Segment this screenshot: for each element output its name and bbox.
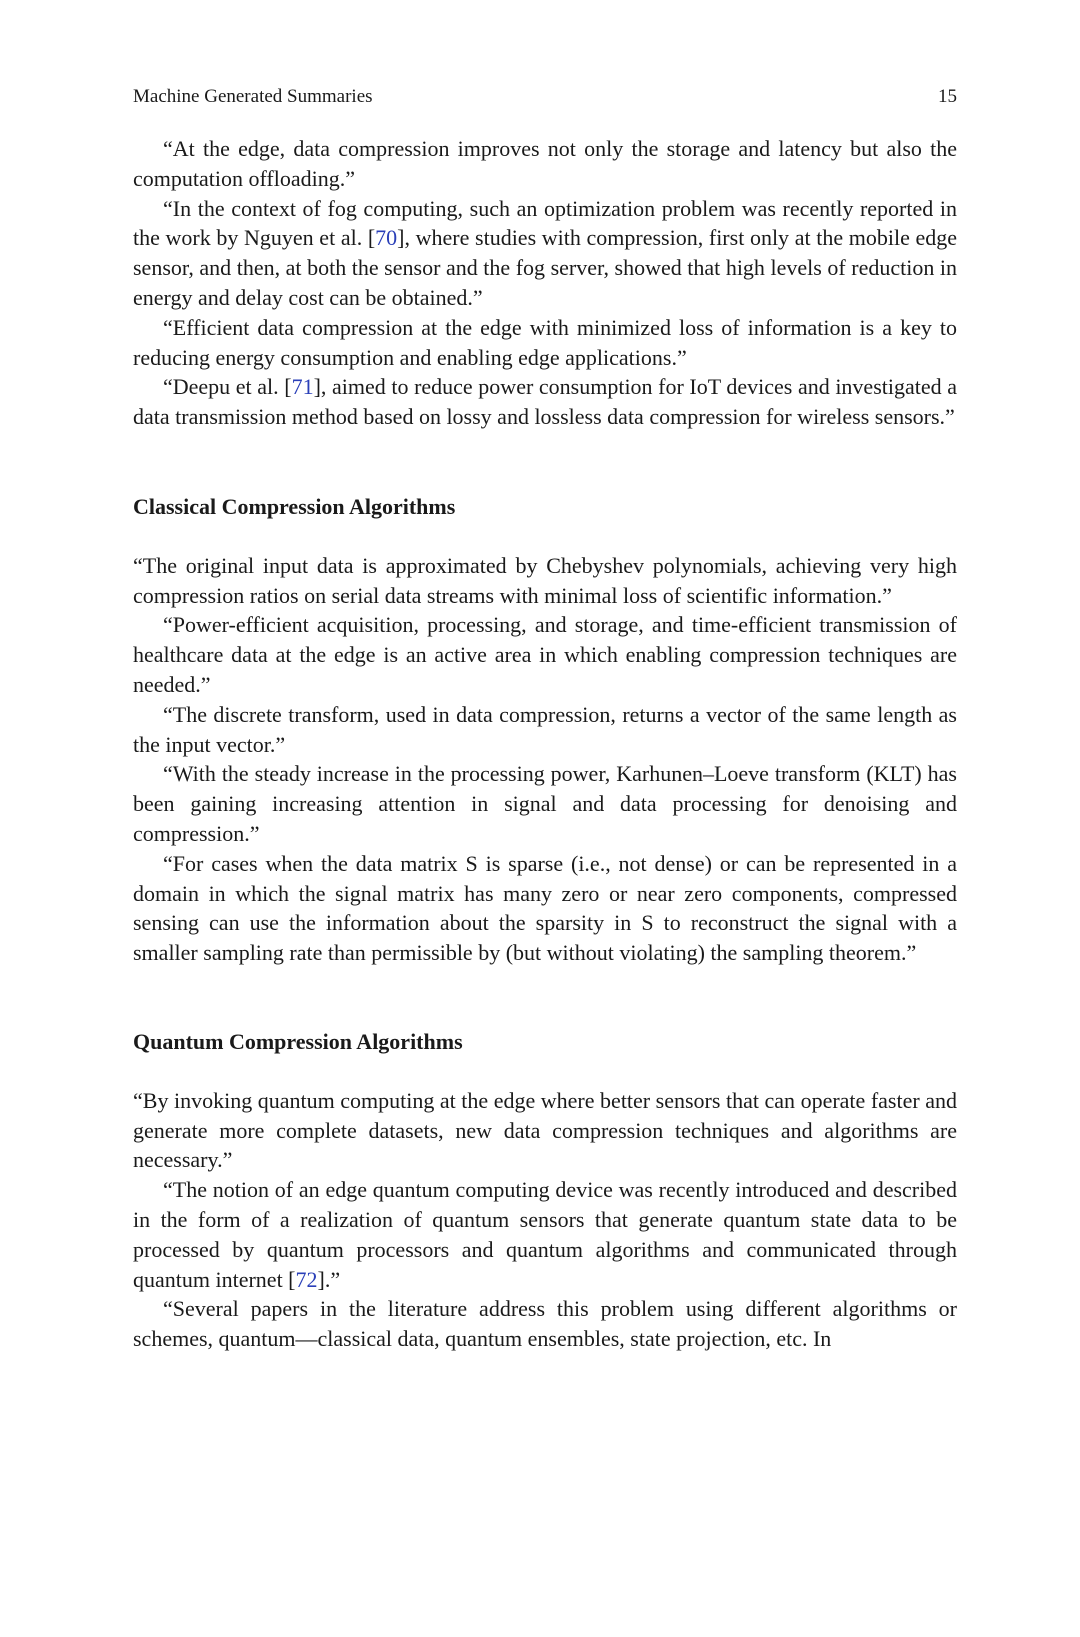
classical-section <box>133 492 957 968</box>
paragraph-text: ].” <box>317 1266 341 1292</box>
paragraph: “Power-efficient acquisition, processing, and storage, and time-efficient transmission of healthcare data at the edge is an active area in which enabling compression techniques are needed.” <box>133 612 957 697</box>
paragraph-text: “The notion of an edge quantum computing device was recently introduced and described in the form of a realization of quantum sensors that generate quantum state data to be processed by quantum processors and quantum algorithms and communicated through quantum internet [ <box>133 1177 957 1292</box>
citation-link-70[interactable]: 70 <box>375 225 398 251</box>
paragraph: “The original input data is approximated by Chebyshev polynomials, achieving very high compression ratios on serial data streams with minimal loss of scientific information.” <box>133 552 957 608</box>
quantum-section <box>133 1027 957 1354</box>
section-heading: Classical Compression Algorithms <box>133 493 456 519</box>
intro-section <box>133 134 957 432</box>
paragraph-text: ], where studies with compression, first only at the mobile edge sensor, and then, at both the sensor and the fog server, showed that high levels of reduction in energy and delay cost can be obtained.” <box>133 225 958 310</box>
citation-link-71[interactable]: 71 <box>291 374 314 400</box>
paragraph <box>133 194 957 313</box>
running-header <box>133 84 957 110</box>
paragraph: “For cases when the data matrix S is sparse (i.e., not dense) or can be represented in a domain in which the signal matrix has many zero or near zero components, compressed sensing can use the information about the sparsity in S to reconstruct the signal with a smaller sampling rate than permissible by (but without violating) the sampling theorem.” <box>133 850 957 966</box>
paragraph-text: “Deepu et al. [ <box>163 374 292 400</box>
running-title: Machine Generated Summaries <box>133 86 373 107</box>
page-number: 15 <box>938 86 957 107</box>
paragraph <box>133 1175 957 1294</box>
paragraph-text: ], aimed to reduce power consumption for IoT devices and investigated a data transmission method based on lossy and lossless data compression for wireless sensors.” <box>133 374 957 430</box>
paragraph: “With the steady increase in the processing power, Karhunen–Loeve transform (KLT) has been gaining increasing attention in signal and data processing for denoising and compression.” <box>133 761 957 846</box>
paragraph: “Efficient data compression at the edge with minimized loss of information is a key to reducing energy consumption and enabling edge applications.” <box>133 314 957 370</box>
paragraph <box>133 372 957 432</box>
paragraph: “By invoking quantum computing at the edge where better sensors that can operate faster and generate more complete datasets, new data compression techniques and algorithms are necessary.” <box>133 1087 957 1173</box>
section-heading: Quantum Compression Algorithms <box>133 1028 463 1054</box>
paragraph: “The discrete transform, used in data compression, returns a vector of the same length as the input vector.” <box>133 701 957 757</box>
paragraph: “At the edge, data compression improves not only the storage and latency but also the computation offloading.” <box>133 136 957 191</box>
paragraph-text: “In the context of fog computing, such an optimization problem was recently reported in the work by Nguyen et al. [ <box>133 195 957 251</box>
paragraph: “Several papers in the literature address this problem using different algorithms or schemes, quantum—classical data, quantum ensembles, state projection, etc. In <box>133 1296 957 1352</box>
page <box>133 84 957 1354</box>
citation-link-72[interactable]: 72 <box>295 1266 318 1292</box>
